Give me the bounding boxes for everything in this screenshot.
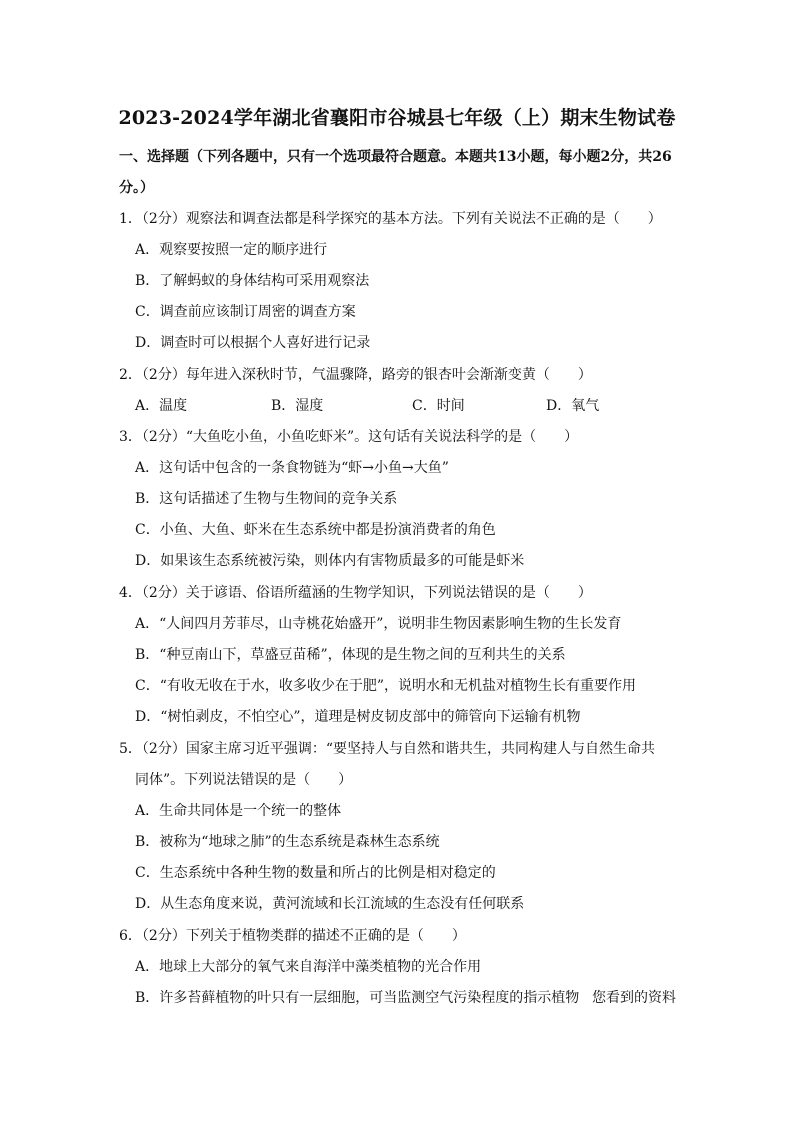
question-4-stem: 4．（2分）关于谚语、俗语所蕴涵的生物学知识，下列说法错误的是（ ） bbox=[119, 585, 592, 601]
question-6-option-a: A．地球上大部分的氧气来自海洋中藻类植物的光合作用 bbox=[135, 959, 482, 975]
question-3-option-c: C．小鱼、大鱼、虾米在生态系统中都是扮演消费者的角色 bbox=[135, 522, 496, 538]
question-5-option-a: A．生命共同体是一个统一的整体 bbox=[135, 803, 342, 819]
question-6-stem: 6．（2分）下列关于植物类群的描述不正确的是（ ） bbox=[119, 928, 466, 944]
question-1-option-d: D．调查时可以根据个人喜好进行记录 bbox=[135, 335, 371, 351]
question-5-option-b: B．被称为“地球之肺”的生态系统是森林生态系统 bbox=[135, 834, 440, 850]
question-3-stem: 3．（2分）“大鱼吃小鱼，小鱼吃虾米”。这句话有关说法科学的是（ ） bbox=[119, 429, 579, 445]
question-4-option-d: D．“树怕剥皮，不怕空心”，道理是树皮韧皮部中的筛管向下运输有机物 bbox=[135, 709, 581, 725]
question-2-option-a: A．温度 bbox=[135, 398, 188, 414]
question-1-stem: 1．（2分）观察法和调查法都是科学探究的基本方法。下列有关说法不正确的是（ ） bbox=[119, 211, 662, 227]
question-5-stem-cont: 同体”。下列说法错误的是（ ） bbox=[135, 772, 353, 788]
page-title: 2023-2024学年湖北省襄阳市谷城县七年级（上）期末生物试卷 bbox=[118, 107, 676, 129]
question-4-option-c: C．“有收无收在于水，收多收少在于肥”，说明水和无机盐对植物生长有重要作用 bbox=[135, 678, 637, 694]
question-5-stem: 5．（2分）国家主席习近平强调：“要坚持人与自然和谐共生，共同构建人与自然生命共 bbox=[119, 741, 655, 757]
question-3-option-a: A．这句话中包含的一条食物链为“虾→小鱼→大鱼” bbox=[135, 460, 449, 476]
question-2-option-b: B．湿度 bbox=[271, 398, 324, 414]
section-heading-cont: 分。） bbox=[119, 180, 154, 196]
question-2-option-d: D．氧气 bbox=[546, 398, 600, 414]
question-2-option-c: C．时间 bbox=[412, 398, 465, 414]
section-heading: 一、选择题（下列各题中，只有一个选项最符合题意。本题共13小题，每小题2分，共26 bbox=[119, 149, 672, 165]
question-3-option-d: D．如果该生态系统被污染，则体内有害物质最多的可能是虾米 bbox=[135, 553, 525, 569]
question-3-option-b: B．这句话描述了生物与生物间的竞争关系 bbox=[135, 491, 398, 507]
question-1-option-a: A．观察要按照一定的顺序进行 bbox=[135, 242, 328, 258]
question-2-stem: 2．（2分）每年进入深秋时节，气温骤降，路旁的银杏叶会渐渐变黄（ ） bbox=[119, 367, 592, 383]
question-2-options bbox=[135, 395, 655, 415]
question-1-option-c: C．调查前应该制订周密的调查方案 bbox=[135, 304, 356, 320]
question-5-option-d: D．从生态角度来说，黄河流域和长江流域的生态没有任何联系 bbox=[135, 896, 525, 912]
question-6-option-b: B．许多苔藓植物的叶只有一层细胞，可当监测空气污染程度的指示植物 bbox=[135, 990, 580, 1006]
watermark-text: 您看到的资料 bbox=[592, 990, 676, 1006]
question-4-option-b: B．“种豆南山下，草盛豆苗稀”，体现的是生物之间的互利共生的关系 bbox=[135, 647, 566, 663]
question-4-option-a: A．“人间四月芳菲尽，山寺桃花始盛开”，说明非生物因素影响生物的生长发育 bbox=[135, 616, 622, 632]
question-5-option-c: C．生态系统中各种生物的数量和所占的比例是相对稳定的 bbox=[135, 865, 496, 881]
question-1-option-b: B．了解蚂蚁的身体结构可采用观察法 bbox=[135, 273, 370, 289]
